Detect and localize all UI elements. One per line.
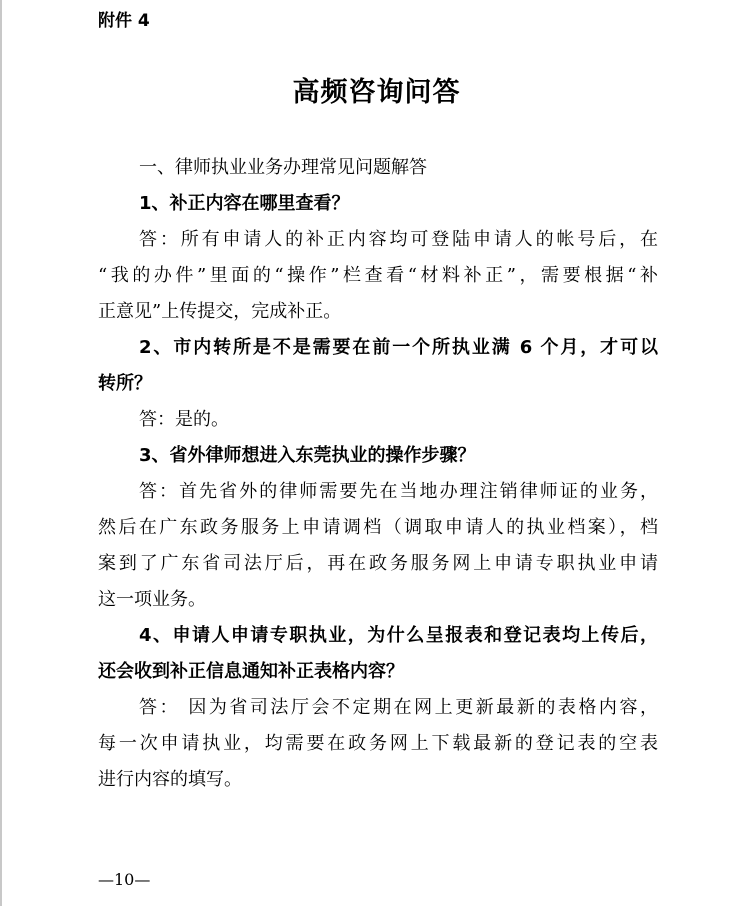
page-number: —10—: [98, 870, 151, 889]
question-line: 3、省外律师想进入东莞执业的操作步骤？: [139, 445, 476, 466]
answer-line: 每一次申请执业，均需要在政务网上下载最新的登记表的空表: [98, 733, 658, 754]
answer-line: 进行内容的填写。: [98, 769, 242, 790]
question-line: 转所？: [98, 373, 152, 394]
answer-line: “我的办件”里面的“操作”栏查看“材料补正”，需要根据“补: [98, 265, 658, 286]
document-title: 高频咨询问答: [292, 77, 461, 108]
answer-line: 然后在广东政务服务上申请调档（调取申请人的执业档案），档: [98, 517, 658, 538]
answer-line: 答：首先省外的律师需要先在当地办理注销律师证的业务，: [139, 481, 658, 502]
answer-line: 正意见”上传提交，完成补正。: [98, 301, 342, 322]
question-line: 还会收到补正信息通知补正表格内容？: [98, 661, 404, 682]
section-heading: 一、律师执业业务办理常见问题解答: [139, 157, 427, 178]
question-line: 1、补正内容在哪里查看？: [139, 193, 350, 214]
answer-line: 答：是的。: [139, 409, 229, 430]
answer-line: 这一项业务。: [98, 589, 206, 610]
attachment-label: 附件 4: [98, 11, 150, 31]
answer-line: 答： 因为省司法厅会不定期在网上更新最新的表格内容，: [139, 697, 658, 718]
answer-line: 答：所有申请人的补正内容均可登陆申请人的帐号后，在: [139, 229, 658, 250]
document-body: [98, 150, 658, 798]
question-line: 2、市内转所是不是需要在前一个所执业满 6 个月，才可以: [139, 337, 658, 358]
answer-line: 案到了广东省司法厅后，再在政务服务网上申请专职执业申请: [98, 553, 658, 574]
question-line: 4、申请人申请专职执业，为什么呈报表和登记表均上传后，: [139, 625, 658, 646]
page-edge: [0, 0, 2, 906]
